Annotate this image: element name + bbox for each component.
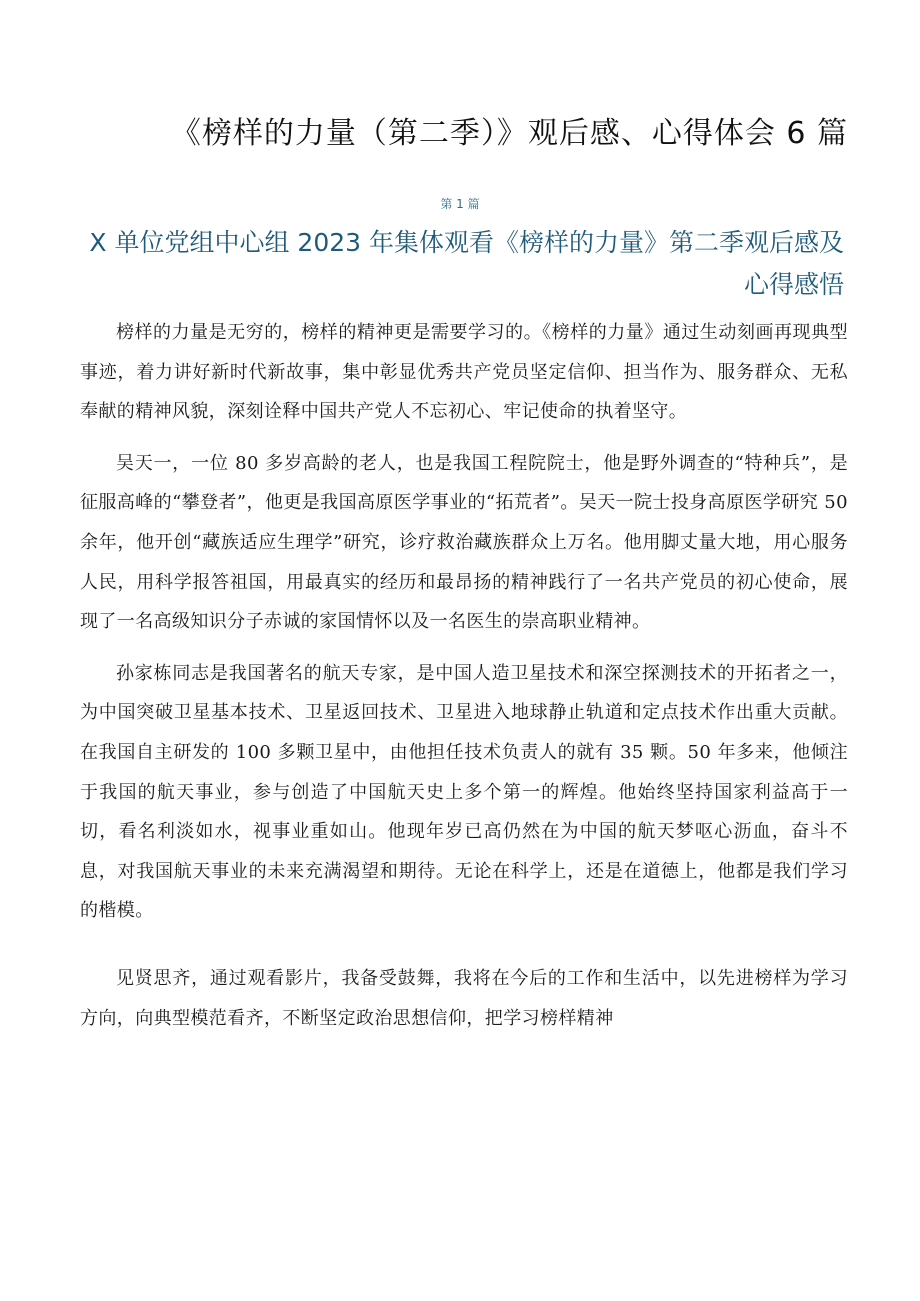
- document-title: 《榜样的力量（第二季）》观后感、心得体会 6 篇: [170, 116, 848, 151]
- body-paragraph-2: 吴天一，一位 80 多岁高龄的老人，也是我国工程院院士，他是野外调查的“特种兵”，是征服高峰的“攀登者”，他更是我国高原医学事业的“拓荒者”。吴天一院士投身高原医学研究 50 余年，他开创“藏族适应生理学”研究，诊疗救治藏族群众上万名。他用脚丈量大地，用心服务人民，用科学报答祖国，用最真实的经历和最昂扬的精神践行了一名共产党员的初心使命，展现了一名高级知识分子赤诚的家国情怀以及一名医生的崇高职业精神。: [80, 452, 848, 633]
- body-paragraph-1: 榜样的力量是无穷的，榜样的精神更是需要学习的。《榜样的力量》通过生动刻画再现典型事迹，着力讲好新时代新故事，集中彰显优秀共产党员坚定信仰、担当作为、服务群众、无私奉献的精神风貌，深刻诠释中国共产党人不忘初心、牢记使命的执着坚守。: [80, 322, 848, 423]
- body-paragraph-4: 见贤思齐，通过观看影片，我备受鼓舞，我将在今后的工作和生活中，以先进榜样为学习方向，向典型模范看齐，不断坚定政治思想信仰，把学习榜样精神: [80, 967, 848, 1029]
- section-heading: X 单位党组中心组 2023 年集体观看《榜样的力量》第二季观后感及心得感悟: [89, 228, 844, 299]
- section-label: 第 1 篇: [440, 197, 480, 211]
- document-body: [80, 313, 848, 1038]
- body-paragraph-3: 孙家栋同志是我国著名的航天专家，是中国人造卫星技术和深空探测技术的开拓者之一，为中国突破卫星基本技术、卫星返回技术、卫星进入地球静止轨道和定点技术作出重大贡献。在我国自主研发的 100 多颗卫星中，由他担任技术负责人的就有 35 颗。50 年多来，他倾注于我国的航天事业，参与创造了中国航天史上多个第一的辉煌。他始终坚持国家利益高于一切，看名利淡如水，视事业重如山。他现年岁已高仍然在为中国的航天梦呕心沥血，奋斗不息，对我国航天事业的未来充满渴望和期待。无论在科学上，还是在道德上，他都是我们学习的楷模。: [80, 662, 848, 922]
